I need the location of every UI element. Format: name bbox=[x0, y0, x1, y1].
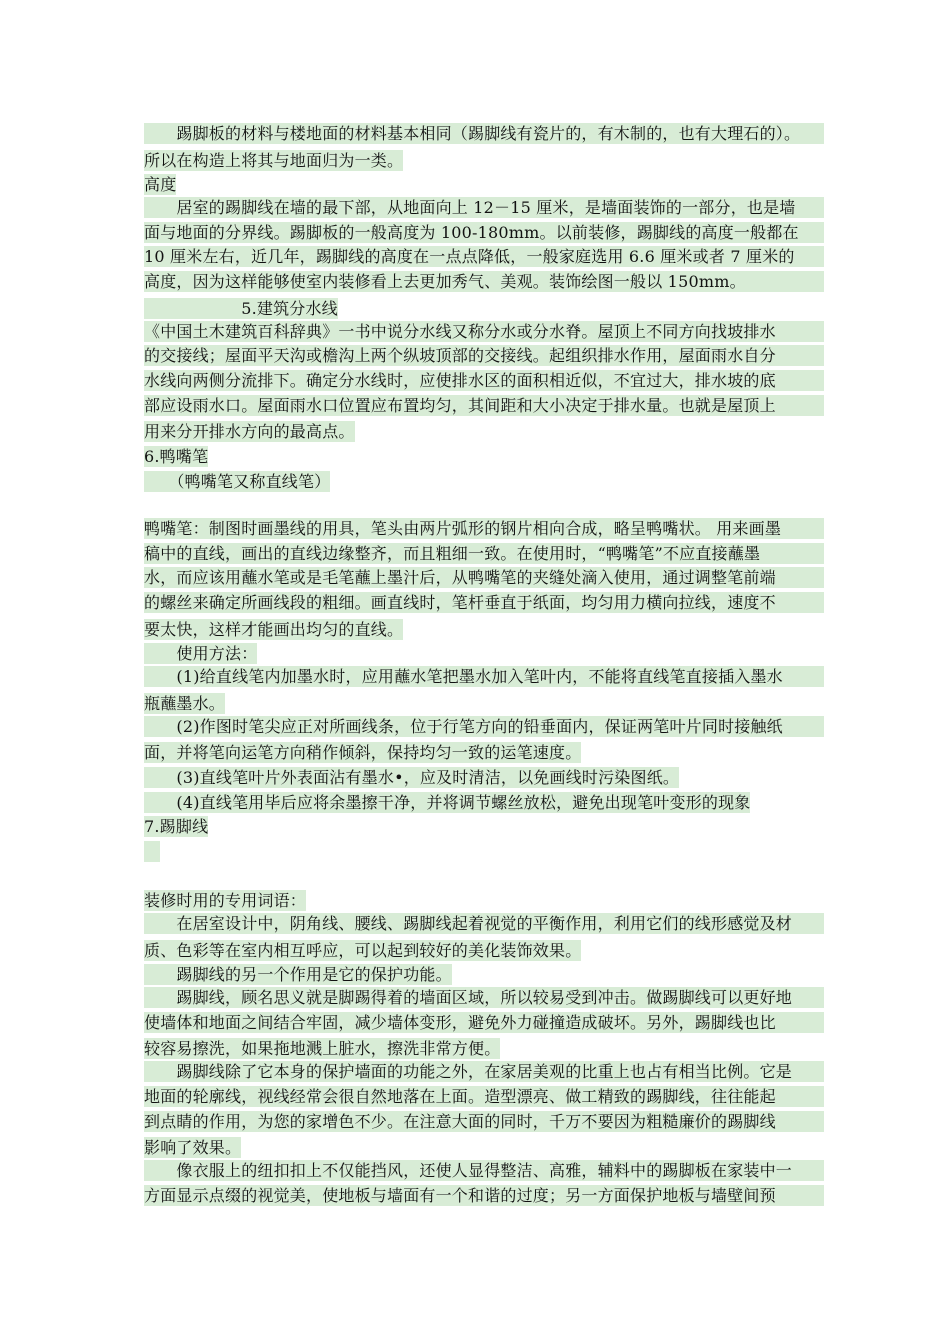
text-line bbox=[144, 888, 824, 913]
text-line bbox=[144, 567, 824, 592]
text-line bbox=[144, 469, 824, 494]
highlighted-text: 在居室设计中，阴角线、腰线、踢脚线起着视觉的平衡作用，利用它们的线形感觉及材 bbox=[144, 913, 824, 934]
text-line bbox=[144, 1135, 824, 1160]
highlighted-text bbox=[144, 841, 160, 862]
text-line bbox=[144, 592, 824, 617]
text-line bbox=[144, 864, 824, 889]
text-line bbox=[144, 370, 824, 395]
text-line bbox=[144, 123, 824, 148]
text-line bbox=[144, 419, 824, 444]
highlighted-text: 高度，因为这样能够使室内装修看上去更加秀气、美观。装饰绘图一般以 150mm。 bbox=[144, 271, 824, 292]
highlighted-text: 5.建筑分水线 bbox=[144, 298, 338, 318]
text-line bbox=[144, 765, 824, 790]
text-line bbox=[144, 1061, 824, 1086]
text-line bbox=[144, 1012, 824, 1037]
text-line bbox=[144, 962, 824, 987]
text-line bbox=[144, 321, 824, 346]
text-line bbox=[144, 543, 824, 568]
highlighted-text: 踢脚线除了它本身的保护墙面的功能之外，在家居美观的比重上也占有相当比例。它是 bbox=[144, 1061, 824, 1082]
text-line bbox=[144, 790, 824, 815]
text-line bbox=[144, 1086, 824, 1111]
highlighted-text: 居室的踢脚线在墙的最下部，从地面向上 12－15 厘米，是墙面装饰的一部分，也是墙 bbox=[144, 197, 824, 218]
text-line bbox=[144, 1036, 824, 1061]
text-line bbox=[144, 395, 824, 420]
highlighted-text: 的螺丝来确定所画线段的粗细。画直线时，笔杆垂直于纸面，均匀用力横向拉线，速度不 bbox=[144, 592, 824, 613]
highlighted-text: 高度 bbox=[144, 175, 177, 195]
highlighted-text: 用来分开排水方向的最高点。 bbox=[144, 422, 355, 442]
text-line bbox=[144, 172, 824, 197]
text-line bbox=[144, 271, 824, 296]
text-line bbox=[144, 1111, 824, 1136]
highlighted-text: 踢脚板的材料与楼地面的材料基本相同（踢脚线有瓷片的，有木制的，也有大理石的）。 bbox=[144, 123, 824, 144]
highlighted-text: 鸭嘴笔：制图时画墨线的用具，笔头由两片弧形的钢片相向合成，略呈鸭嘴状。 用来画墨 bbox=[144, 518, 824, 539]
highlighted-text: 装修时用的专用词语： bbox=[144, 891, 307, 911]
highlighted-text: 《中国土木建筑百科辞典》一书中说分水线又称分水或分水脊。屋顶上不同方向找坡排水 bbox=[144, 321, 824, 342]
highlighted-text: 地面的轮廓线，视线经常会很自然地落在上面。造型漂亮、做工精致的踢脚线，往往能起 bbox=[144, 1086, 824, 1107]
highlighted-text: 10 厘米左右，近几年，踢脚线的高度在一点点降低，一般家庭选用 6.6 厘米或者 7 厘米的 bbox=[144, 246, 824, 267]
highlighted-text: 使墙体和地面之间结合牢固，减少墙体变形，避免外力碰撞造成破坏。另外，踢脚线也比 bbox=[144, 1012, 824, 1033]
highlighted-text: 像衣服上的纽扣扣上不仅能挡风，还使人显得整洁、高雅，辅料中的踢脚板在家装中一 bbox=[144, 1160, 824, 1181]
highlighted-text: (2)作图时笔尖应正对所画线条，位于行笔方向的铅垂面内，保证两笔叶片同时接触纸 bbox=[144, 716, 824, 737]
highlighted-text: 稿中的直线，画出的直线边缘整齐，而且粗细一致。在使用时，“鸭嘴笔”不应直接蘸墨 bbox=[144, 543, 824, 564]
highlighted-text: 影响了效果。 bbox=[144, 1138, 242, 1158]
text-line bbox=[144, 814, 824, 839]
text-line bbox=[144, 1160, 824, 1185]
highlighted-text: 部应设雨水口。屋面雨水口位置应布置均匀，其间距和大小决定于排水量。也就是屋顶上 bbox=[144, 395, 824, 416]
text-line bbox=[144, 493, 824, 518]
highlighted-text: 踢脚线的另一个作用是它的保护功能。 bbox=[144, 965, 452, 985]
highlighted-text: (4)直线笔用毕后应将余墨擦干净，并将调节螺丝放松，避免出现笔叶变形的现象 bbox=[144, 792, 751, 812]
highlighted-text: 踢脚线，顾名思义就是脚踢得着的墙面区域，所以较易受到冲击。做踢脚线可以更好地 bbox=[144, 987, 824, 1008]
highlighted-text: 较容易擦洗，如果拖地溅上脏水，擦洗非常方便。 bbox=[144, 1039, 501, 1059]
highlighted-text: 所以在构造上将其与地面归为一类。 bbox=[144, 150, 404, 170]
text-line bbox=[144, 345, 824, 370]
text-line bbox=[144, 518, 824, 543]
document-body bbox=[144, 123, 824, 1209]
text-line bbox=[144, 617, 824, 642]
text-line bbox=[144, 444, 824, 469]
highlighted-text: 瓶蘸墨水。 bbox=[144, 693, 226, 713]
text-line bbox=[144, 839, 824, 864]
highlighted-text: 6.鸭嘴笔 bbox=[144, 446, 209, 466]
highlighted-text: (3)直线笔叶片外表面沾有墨水•，应及时清洁，以免画线时污染图纸。 bbox=[144, 767, 680, 787]
text-line bbox=[144, 222, 824, 247]
text-line bbox=[144, 148, 824, 173]
highlighted-text: (1)给直线笔内加墨水时，应用蘸水笔把墨水加入笔叶内，不能将直线笔直接插入墨水 bbox=[144, 666, 824, 687]
text-line bbox=[144, 716, 824, 741]
text-line bbox=[144, 641, 824, 666]
highlighted-text: 水，而应该用蘸水笔或是毛笔蘸上墨汁后，从鸭嘴笔的夹缝处滴入使用，通过调整笔前端 bbox=[144, 567, 824, 588]
text-line bbox=[144, 1185, 824, 1210]
highlighted-text: 使用方法： bbox=[144, 644, 258, 664]
highlighted-text: 面，并将笔向运笔方向稍作倾斜，保持均匀一致的运笔速度。 bbox=[144, 743, 582, 763]
text-line bbox=[144, 740, 824, 765]
text-line bbox=[144, 666, 824, 691]
highlighted-text: 面与地面的分界线。踢脚板的一般高度为 100-180mm。以前装修，踢脚线的高度一般都在 bbox=[144, 222, 824, 243]
text-line bbox=[144, 987, 824, 1012]
text-line bbox=[144, 246, 824, 271]
highlighted-text: 要太快，这样才能画出均匀的直线。 bbox=[144, 619, 404, 639]
text-line bbox=[144, 296, 824, 321]
highlighted-text: 的交接线；屋面平天沟或檐沟上两个纵坡顶部的交接线。起组织排水作用，屋面雨水自分 bbox=[144, 345, 824, 366]
highlighted-text: 水线向两侧分流排下。确定分水线时，应使排水区的面积相近似，不宜过大，排水坡的底 bbox=[144, 370, 824, 391]
highlighted-text: 7.踢脚线 bbox=[144, 817, 209, 837]
highlighted-text: 质、色彩等在室内相互呼应，可以起到较好的美化装饰效果。 bbox=[144, 940, 582, 960]
text-line bbox=[144, 913, 824, 938]
highlighted-text: （鸭嘴笔又称直线笔） bbox=[144, 471, 331, 491]
highlighted-text: 到点睛的作用，为您的家增色不少。在注意大面的同时，千万不要因为粗糙廉价的踢脚线 bbox=[144, 1111, 824, 1132]
text-line bbox=[144, 938, 824, 963]
text-line bbox=[144, 197, 824, 222]
highlighted-text: 方面显示点缀的视觉美，使地板与墙面有一个和谐的过度；另一方面保护地板与墙壁间预 bbox=[144, 1185, 824, 1206]
text-line bbox=[144, 691, 824, 716]
